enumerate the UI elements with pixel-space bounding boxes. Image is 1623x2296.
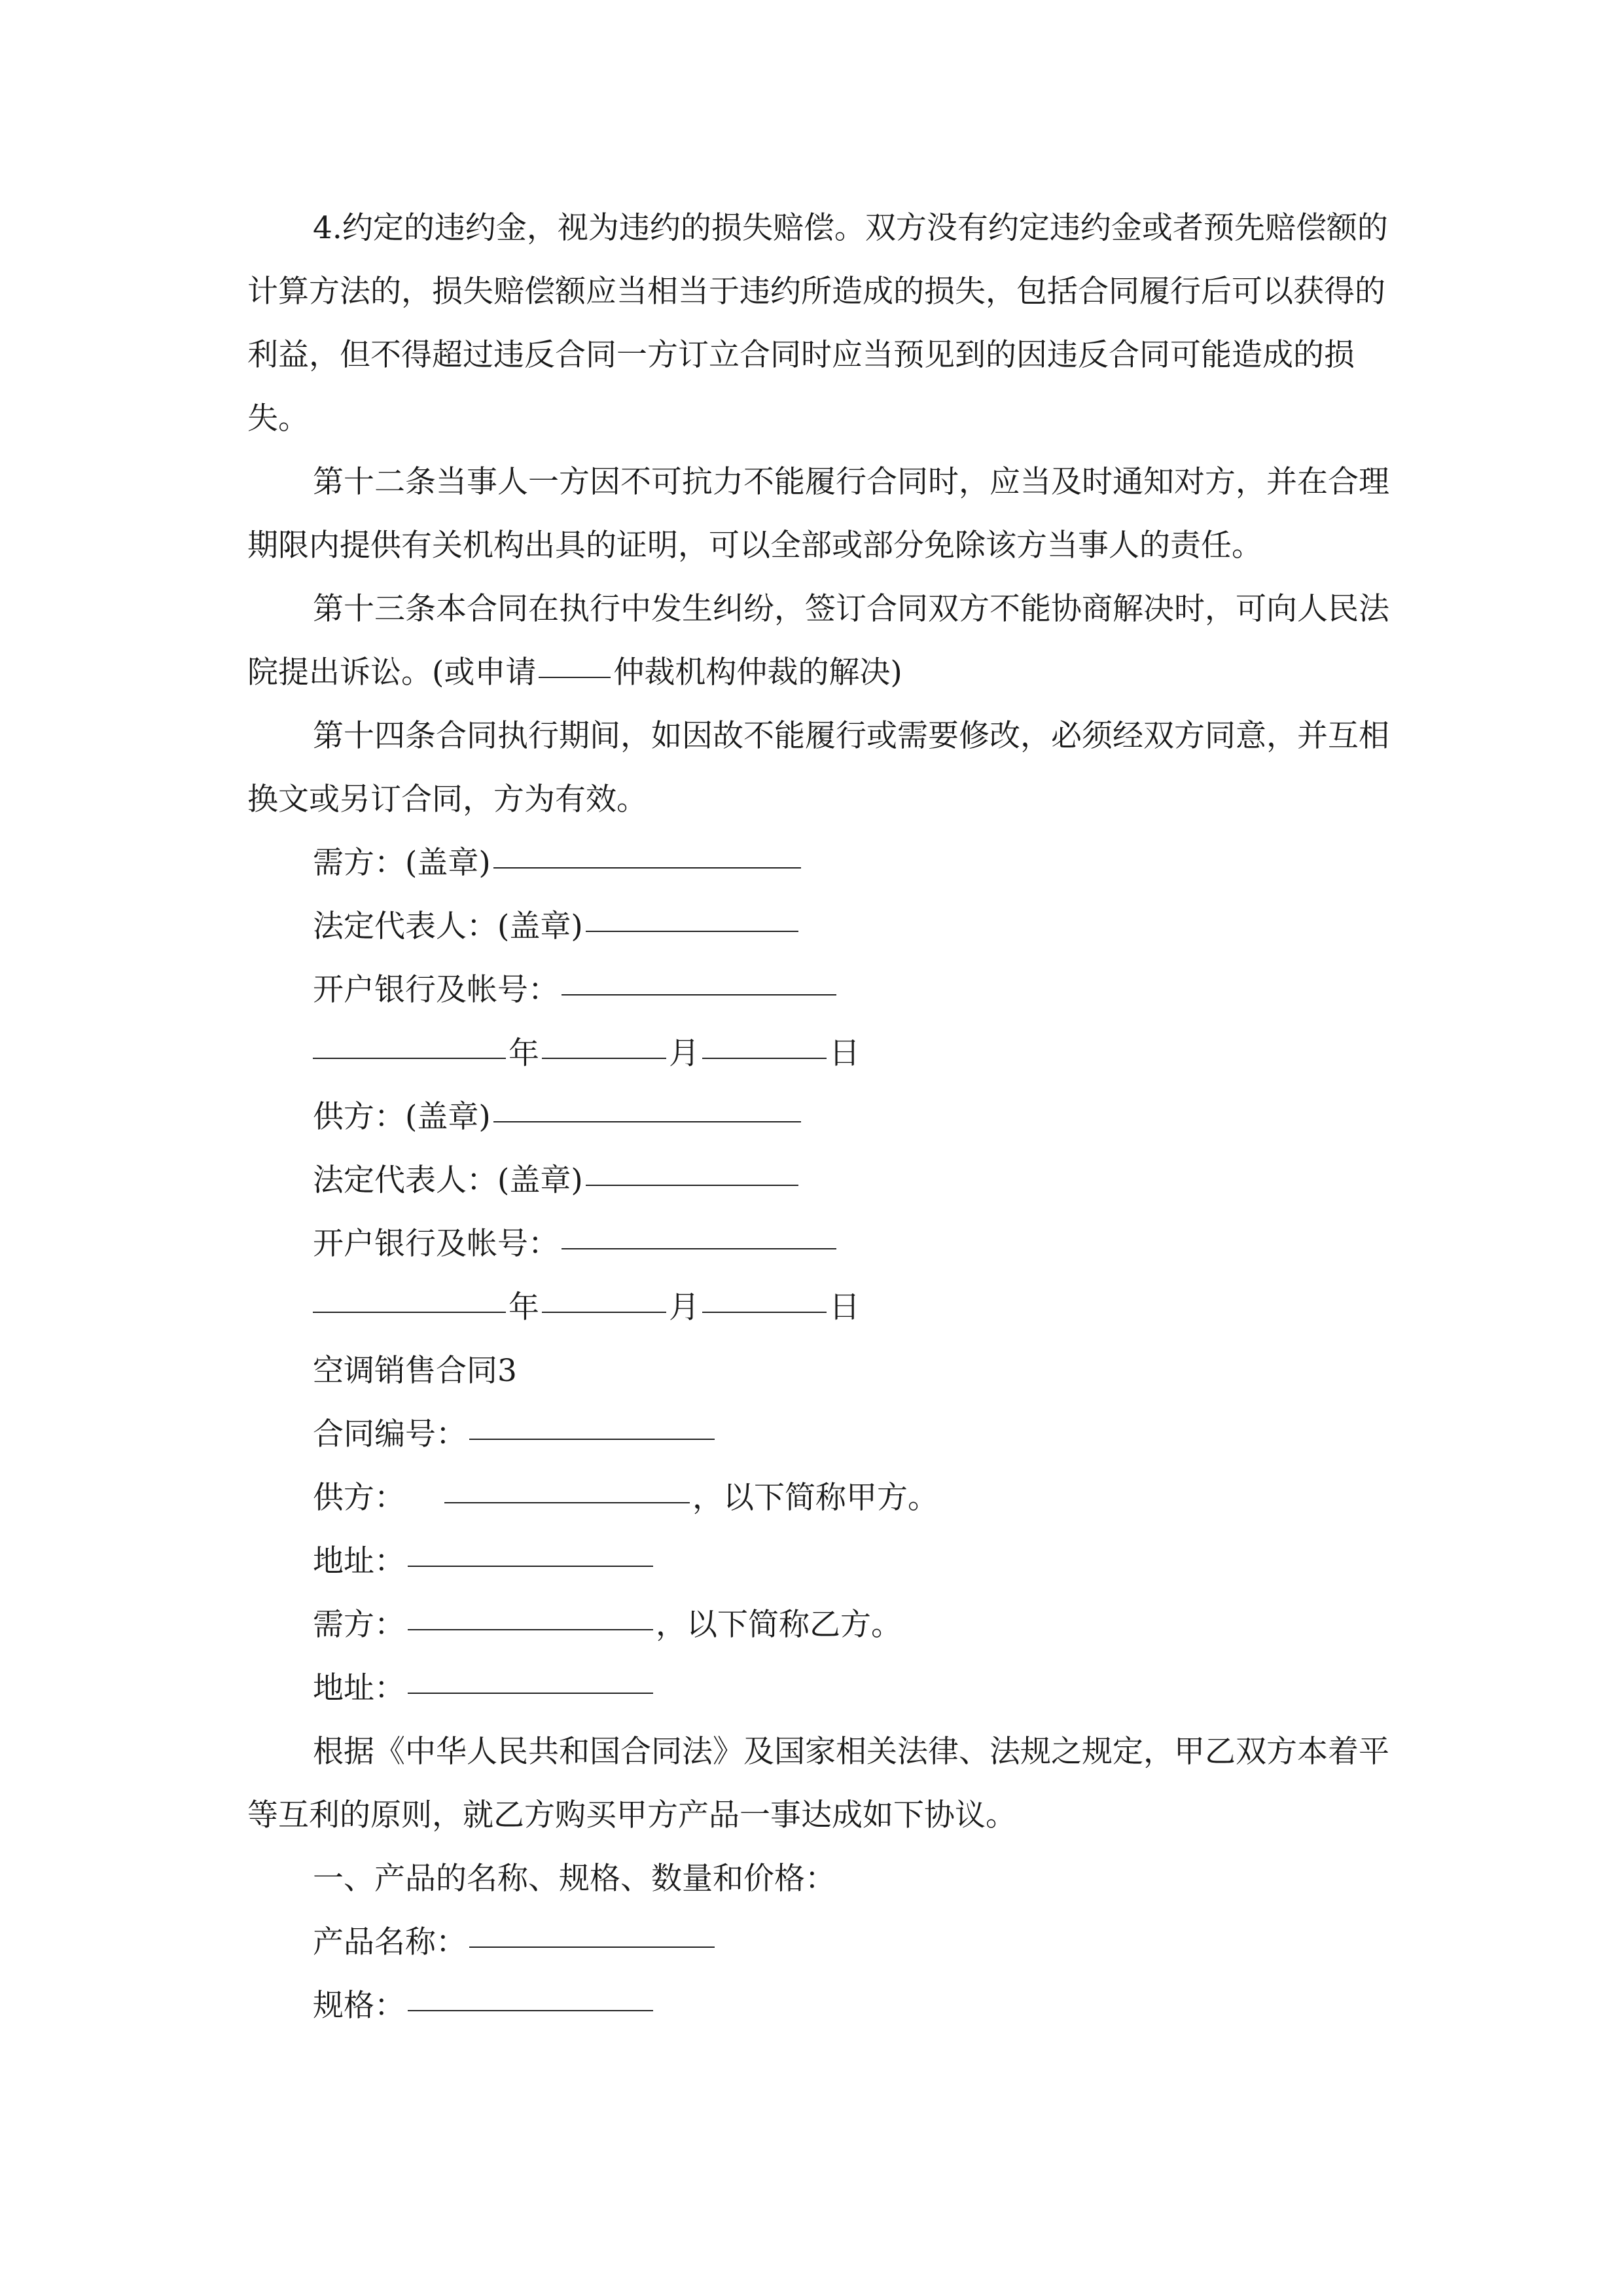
contract-number-blank — [469, 1438, 715, 1440]
buyer-rep-label: 法定代表人：(盖章) — [313, 908, 583, 944]
supplier-label: 供方： — [313, 1480, 405, 1516]
buyer-seal-label: 需方：(盖章) — [313, 845, 491, 881]
spec-blank — [408, 2009, 653, 2011]
buyer-year-label: 年 — [508, 1035, 539, 1071]
supplier-suffix: ，以下简称甲方。 — [692, 1480, 938, 1516]
seller-seal-line — [247, 1085, 1389, 1149]
demander-label: 需方： — [313, 1607, 405, 1643]
section-1-heading: 一、产品的名称、规格、数量和价格： — [313, 1861, 836, 1897]
supplier-address-blank — [408, 1565, 653, 1567]
seller-seal-label: 供方：(盖章) — [313, 1099, 491, 1135]
buyer-rep-line — [247, 895, 1389, 958]
buyer-seal-line — [247, 831, 1389, 895]
paragraph-article-14: 第十四条合同执行期间，如因故不能履行或需要修改，必须经双方同意，并互相换文或另订合同，方为有效。 — [247, 718, 1389, 817]
seller-day-blank — [702, 1311, 827, 1313]
buyer-day-label: 日 — [829, 1035, 860, 1071]
buyer-date-line — [247, 1022, 1389, 1085]
supplier-line — [247, 1466, 1389, 1530]
buyer-bank-line — [247, 958, 1389, 1022]
seller-rep-blank — [586, 1184, 798, 1186]
seller-rep-line — [247, 1149, 1389, 1212]
supplier-address-label: 地址： — [313, 1543, 405, 1579]
demander-line — [247, 1593, 1389, 1657]
buyer-bank-blank — [562, 994, 836, 996]
seller-month-blank — [542, 1311, 666, 1313]
demander-address-blank — [408, 1692, 653, 1694]
supplier-blank — [444, 1501, 690, 1503]
demander-address-label: 地址： — [313, 1670, 405, 1706]
paragraph-liquidated-damages: 4.约定的违约金，视为违约的损失赔偿。双方没有约定违约金或者预先赔偿额的计算方法的，损失赔偿额应当相当于违约所造成的损失，包括合同履行后可以获得的利益，但不得超过违反合同一方订立合同时应当预见到的因违反合同可能造成的损失。 — [247, 210, 1388, 437]
paragraph-article-13 — [247, 577, 1389, 704]
product-name-label: 产品名称： — [313, 1924, 467, 1960]
product-name-blank — [469, 1946, 715, 1948]
demander-suffix: ，以下简称乙方。 — [656, 1607, 902, 1643]
supplier-address-line — [247, 1530, 1389, 1593]
paragraph-legal-basis: 根据《中华人民共和国合同法》及国家相关法律、法规之规定，甲乙双方本着平等互利的原则，就乙方购买甲方产品一事达成如下协议。 — [247, 1734, 1389, 1833]
seller-day-label: 日 — [829, 1289, 860, 1325]
demander-address-line — [247, 1657, 1389, 1720]
seller-seal-blank — [493, 1121, 801, 1122]
contract-number-label: 合同编号： — [313, 1416, 467, 1452]
article-13-tail: 仲裁机构仲裁的解决) — [613, 655, 902, 691]
buyer-rep-blank — [586, 930, 798, 932]
contract-3-title: 空调销售合同3 — [313, 1353, 517, 1389]
seller-year-blank — [313, 1311, 506, 1313]
buyer-year-blank — [313, 1057, 506, 1059]
document-body — [247, 196, 1389, 2037]
buyer-day-blank — [702, 1057, 827, 1059]
buyer-bank-label: 开户银行及帐号： — [313, 972, 559, 1008]
seller-date-line — [247, 1276, 1389, 1339]
seller-bank-label: 开户银行及帐号： — [313, 1226, 559, 1262]
buyer-month-blank — [542, 1057, 666, 1059]
product-name-line — [247, 1910, 1389, 1974]
seller-bank-line — [247, 1212, 1389, 1276]
paragraph-article-12: 第十二条当事人一方因不可抗力不能履行合同时，应当及时通知对方，并在合理期限内提供有关机构出具的证明，可以全部或部分免除该方当事人的责任。 — [247, 464, 1389, 564]
buyer-month-label: 月 — [669, 1035, 700, 1071]
demander-blank — [408, 1628, 653, 1630]
seller-year-label: 年 — [508, 1289, 539, 1325]
contract-number-line — [247, 1403, 1389, 1466]
buyer-seal-blank — [493, 867, 801, 869]
spec-line — [247, 1974, 1389, 2037]
seller-month-label: 月 — [669, 1289, 700, 1325]
seller-bank-blank — [562, 1247, 836, 1249]
article-13-text: 第十三条本合同在执行中发生纠纷，签订合同双方不能协商解决时，可向人民法院提出诉讼。(或申请 — [247, 591, 1389, 691]
arbitration-blank — [539, 676, 611, 678]
seller-rep-label: 法定代表人：(盖章) — [313, 1162, 583, 1198]
spec-label: 规格： — [313, 1988, 405, 2024]
